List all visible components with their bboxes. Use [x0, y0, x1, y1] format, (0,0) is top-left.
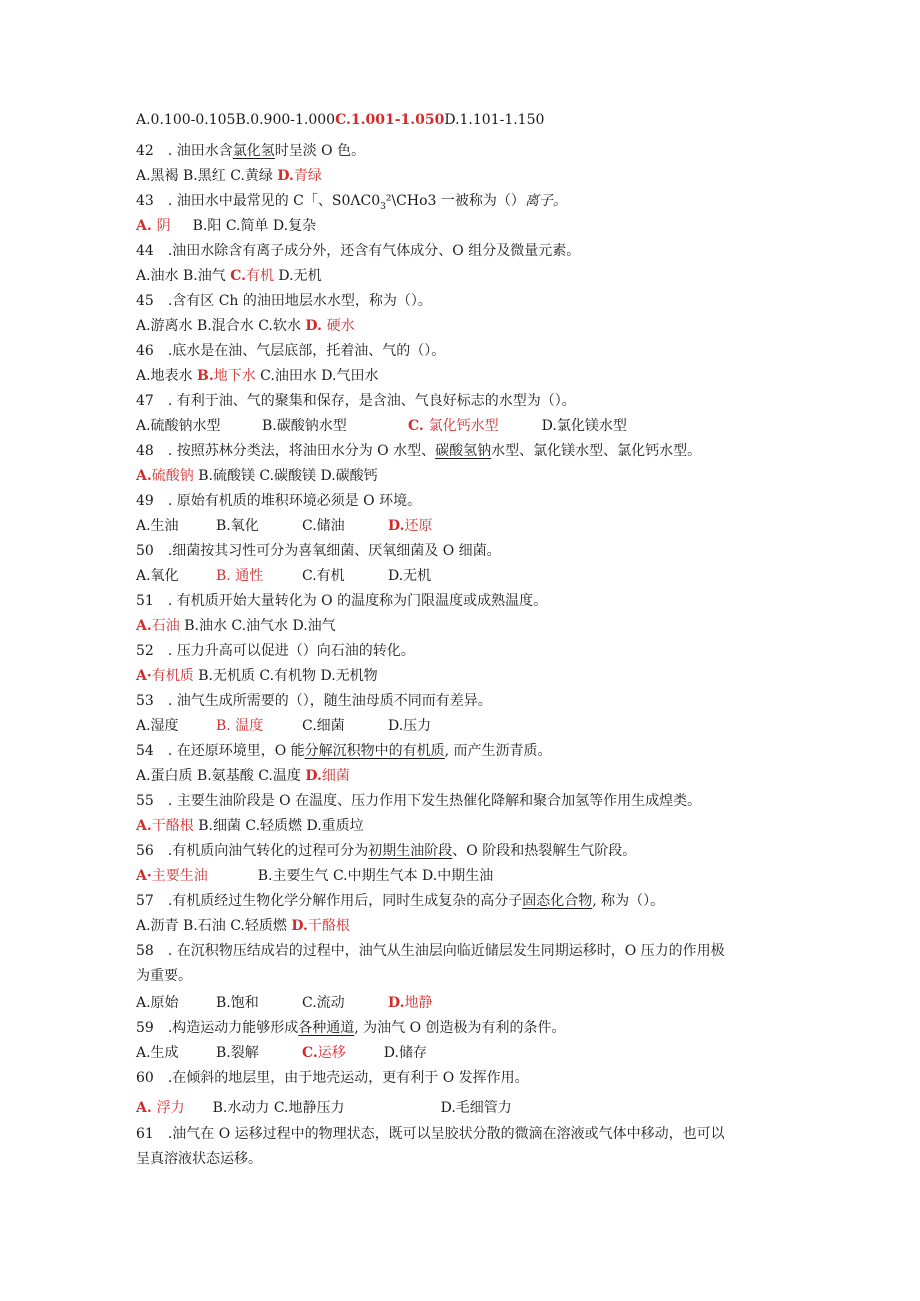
options-46	[136, 366, 378, 386]
correct-answer-letter: C.	[302, 1045, 318, 1061]
option-c: C.细菌	[302, 718, 345, 734]
question-45	[136, 291, 432, 311]
question-58-continued	[136, 966, 192, 986]
option-b: B.裂解	[216, 1045, 259, 1061]
correct-answer-letter: D.	[388, 518, 405, 534]
question-54	[136, 741, 552, 761]
options-47	[136, 416, 627, 436]
correct-answer-letter: B.	[197, 368, 214, 384]
question-text: 53 . 油气生成所需要的（），随生油母质不同而有差异。	[136, 693, 492, 709]
options-42	[136, 166, 322, 186]
options-55	[136, 816, 364, 836]
question-text: 54 . 在还原环境里，O 能	[136, 743, 305, 759]
option-d: D.压力	[388, 718, 432, 734]
correct-answer: 硫酸钠	[151, 468, 194, 484]
option-a: A.硫酸钠水型	[136, 418, 221, 434]
option-b: B.碳酸钠水型	[262, 418, 347, 434]
answer-options-line	[136, 110, 544, 130]
question-text: , 称为（）。	[592, 893, 665, 909]
question-text: , 而产生沥青质。	[444, 743, 552, 759]
question-text: 50 .细菌按其习性可分为喜氧细菌、厌氧细菌及 O 细菌。	[136, 543, 501, 559]
question-text: 为重要。	[136, 968, 192, 984]
options-44	[136, 266, 322, 286]
correct-answer: 干酪根	[151, 818, 194, 834]
options-49	[136, 516, 433, 536]
options-text: B.主要生气 C.中期生气本 D.中期生油	[257, 868, 494, 884]
option-a: A.生成	[136, 1045, 179, 1061]
question-text: 59 .构造运动力能够形成	[136, 1020, 299, 1036]
question-text: 45 .含有区 Ch 的油田地层水水型，称为（）。	[136, 293, 432, 309]
correct-answer: 阴	[156, 218, 171, 234]
question-text: 56 .有机质向油气转化的过程可分为	[136, 843, 369, 859]
question-text: 时呈淡 O 色。	[274, 143, 366, 159]
options-text: B.硫酸镁 C.碳酸镁 D.碳酸钙	[193, 468, 378, 484]
options-text: A.油水 B.油气	[136, 268, 231, 284]
question-43	[136, 191, 567, 217]
option-d: D.无机	[388, 568, 432, 584]
question-text: 51 . 有机质开始大量转化为 O 的温度称为门限温度或成熟温度。	[136, 593, 548, 609]
option-d: D.储存	[383, 1045, 427, 1061]
correct-answer: B. 温度	[216, 718, 264, 734]
correct-answer: 运移	[317, 1045, 346, 1061]
options-57	[136, 916, 350, 936]
correct-answer: B. 通性	[216, 568, 264, 584]
underlined-term: 初期生油阶段	[368, 843, 453, 859]
correct-answer-letter: A·	[136, 668, 152, 684]
correct-answer-letter: A.	[136, 618, 152, 634]
correct-answer-letter: C.	[230, 268, 246, 284]
options-43	[136, 216, 316, 236]
options-text: C.油田水 D.气田水	[255, 368, 379, 384]
correct-answer: 细菌	[321, 768, 350, 784]
options-text: B.阳 C.简单 D.复杂	[192, 218, 317, 234]
question-text: 43 . 油田水中最常见的 C「、S0ΛC0	[136, 193, 381, 209]
question-56	[136, 841, 636, 861]
question-text: 58 . 在沉积物压结成岩的过程中，油气从生油层向临近储层发生同期运移时，O 压力的作用极	[136, 943, 725, 959]
option-b: B.饱和	[216, 995, 259, 1011]
options-text: B.油水 C.油气水 D.油气	[179, 618, 336, 634]
question-text: 55 . 主要生油阶段是 O 在温度、压力作用下发生热催化降解和聚合加氢等作用生成煌类。	[136, 793, 702, 809]
question-47	[136, 391, 576, 411]
underlined-term: 分解沉积物中的有机质	[304, 743, 445, 759]
question-text: 61 .油气在 O 运移过程中的物理状态，既可以呈胶状分散的微滴在溶液或气体中移动，也可以	[136, 1126, 725, 1142]
question-61-continued	[136, 1149, 262, 1169]
correct-answer-letter: C.	[408, 418, 429, 434]
option-c: C.流动	[302, 995, 345, 1011]
options-50	[136, 566, 431, 586]
correct-answer-letter: A.	[136, 818, 152, 834]
question-text: 49 . 原始有机质的堆积环境必须是 O 环境。	[136, 493, 422, 509]
options-text: D.1.101-1.150	[444, 112, 545, 128]
correct-answer: 青绿	[293, 168, 322, 184]
question-text: 水型、氯化镁水型、氯化钙水型。	[491, 443, 702, 459]
question-53	[136, 691, 492, 711]
correct-answer: 地下水	[213, 368, 256, 384]
question-51	[136, 591, 547, 611]
correct-answer: C.1.001-1.050	[335, 112, 445, 128]
question-text: 57 .有机质经过生物化学分解作用后，同时生成复杂的高分子	[136, 893, 523, 909]
options-59	[136, 1043, 427, 1063]
options-text: A.黑褐 B.黑红 C.黄绿	[136, 168, 278, 184]
option-b: B.氧化	[216, 518, 259, 534]
question-text: 46 .底水是在油、气层底部，托着油、气的（）。	[136, 343, 446, 359]
correct-answer: 浮力	[156, 1100, 185, 1116]
options-text: A.0.100-0.105B.0.900-1.000	[136, 112, 336, 128]
question-55	[136, 791, 701, 811]
options-text: A.游离水 B.混合水 C.软水	[136, 318, 306, 334]
correct-answer-letter: D.	[277, 168, 294, 184]
question-59	[136, 1018, 566, 1038]
question-text: 42 . 油田水含	[136, 143, 233, 159]
correct-answer: 硬水	[326, 318, 355, 334]
options-text: D.无机	[273, 268, 322, 284]
question-text: 48 . 按照苏林分类法，将油田水分为 O 水型、	[136, 443, 436, 459]
correct-answer-letter: A.	[136, 1100, 157, 1116]
options-text: B.细菌 C.轻质燃 D.重质垃	[193, 818, 364, 834]
question-48	[136, 441, 701, 461]
subscript: 3	[380, 201, 386, 212]
correct-answer-letter: D.	[291, 918, 308, 934]
options-text: B.无机质 C.有机物 D.无机物	[193, 668, 378, 684]
correct-answer-letter: A.	[136, 218, 157, 234]
options-53	[136, 716, 431, 736]
options-54	[136, 766, 350, 786]
underlined-term: 固态化合物	[522, 893, 593, 909]
question-57	[136, 891, 664, 911]
option-a: A.生油	[136, 518, 179, 534]
correct-answer: 还原	[404, 518, 433, 534]
question-58	[136, 941, 725, 961]
correct-answer: 氯化钙水型	[428, 418, 499, 434]
question-50	[136, 541, 501, 561]
question-text: 52 . 压力升高可以促进（）向石油的转化。	[136, 643, 415, 659]
underlined-term: 各种通道	[298, 1020, 355, 1036]
options-51	[136, 616, 336, 636]
question-42	[136, 141, 365, 161]
question-49	[136, 491, 421, 511]
correct-answer: 石油	[151, 618, 180, 634]
correct-answer: 有机	[245, 268, 274, 284]
options-45	[136, 316, 355, 336]
underlined-term: 氯化氢	[232, 143, 275, 159]
correct-answer: 干酪根	[307, 918, 350, 934]
options-text: B.水动力 C.地静压力	[212, 1100, 345, 1116]
correct-answer-letter: D.	[388, 995, 405, 1011]
question-60	[136, 1068, 529, 1088]
options-text: A.地表水	[136, 368, 198, 384]
option-c: C.储油	[302, 518, 345, 534]
options-text: A.沥青 B.石油 C.轻质燃	[136, 918, 292, 934]
question-52	[136, 641, 415, 661]
options-52	[136, 666, 378, 686]
option-a: A.原始	[136, 995, 179, 1011]
options-48	[136, 466, 378, 486]
correct-answer: 主要生油	[151, 868, 208, 884]
correct-answer: 有机质	[151, 668, 194, 684]
question-61	[136, 1124, 725, 1144]
question-text: 、O 阶段和热裂解生气阶段。	[452, 843, 637, 859]
question-text: 呈真溶液状态运移。	[136, 1151, 262, 1167]
correct-answer-letter: A·	[136, 868, 152, 884]
question-text: 47 . 有利于油、气的聚集和保存，是含油、气良好标志的水型为（）。	[136, 393, 576, 409]
options-58	[136, 993, 433, 1013]
correct-answer: 地静	[404, 995, 433, 1011]
options-text: A.蛋白质 B.氨基酸 C.温度	[136, 768, 306, 784]
option-d: D.氯化镁水型	[541, 418, 627, 434]
correct-answer-letter: D.	[305, 768, 322, 784]
question-text: , 为油气 O 创造极为有利的条件。	[354, 1020, 566, 1036]
underlined-term: 碳酸氢钠	[435, 443, 492, 459]
option-c: C.有机	[302, 568, 345, 584]
option-a: A.氧化	[136, 568, 179, 584]
question-44	[136, 241, 580, 261]
question-text: ²\CHo3 一被称为（）	[385, 193, 525, 209]
correct-answer-letter: A.	[136, 468, 152, 484]
question-46	[136, 341, 445, 361]
question-text: 离子。	[524, 193, 567, 209]
question-text: 44 .油田水除含有离子成分外，还含有气体成分、O 组分及微量元素。	[136, 243, 581, 259]
question-text: 60 .在倾斜的地层里，由于地壳运动，更有利于 O 发挥作用。	[136, 1070, 529, 1086]
correct-answer-letter: D.	[305, 318, 327, 334]
options-60	[136, 1098, 512, 1118]
option-a: A.湿度	[136, 718, 179, 734]
options-56	[136, 866, 493, 886]
option-d: D.毛细管力	[440, 1100, 512, 1116]
